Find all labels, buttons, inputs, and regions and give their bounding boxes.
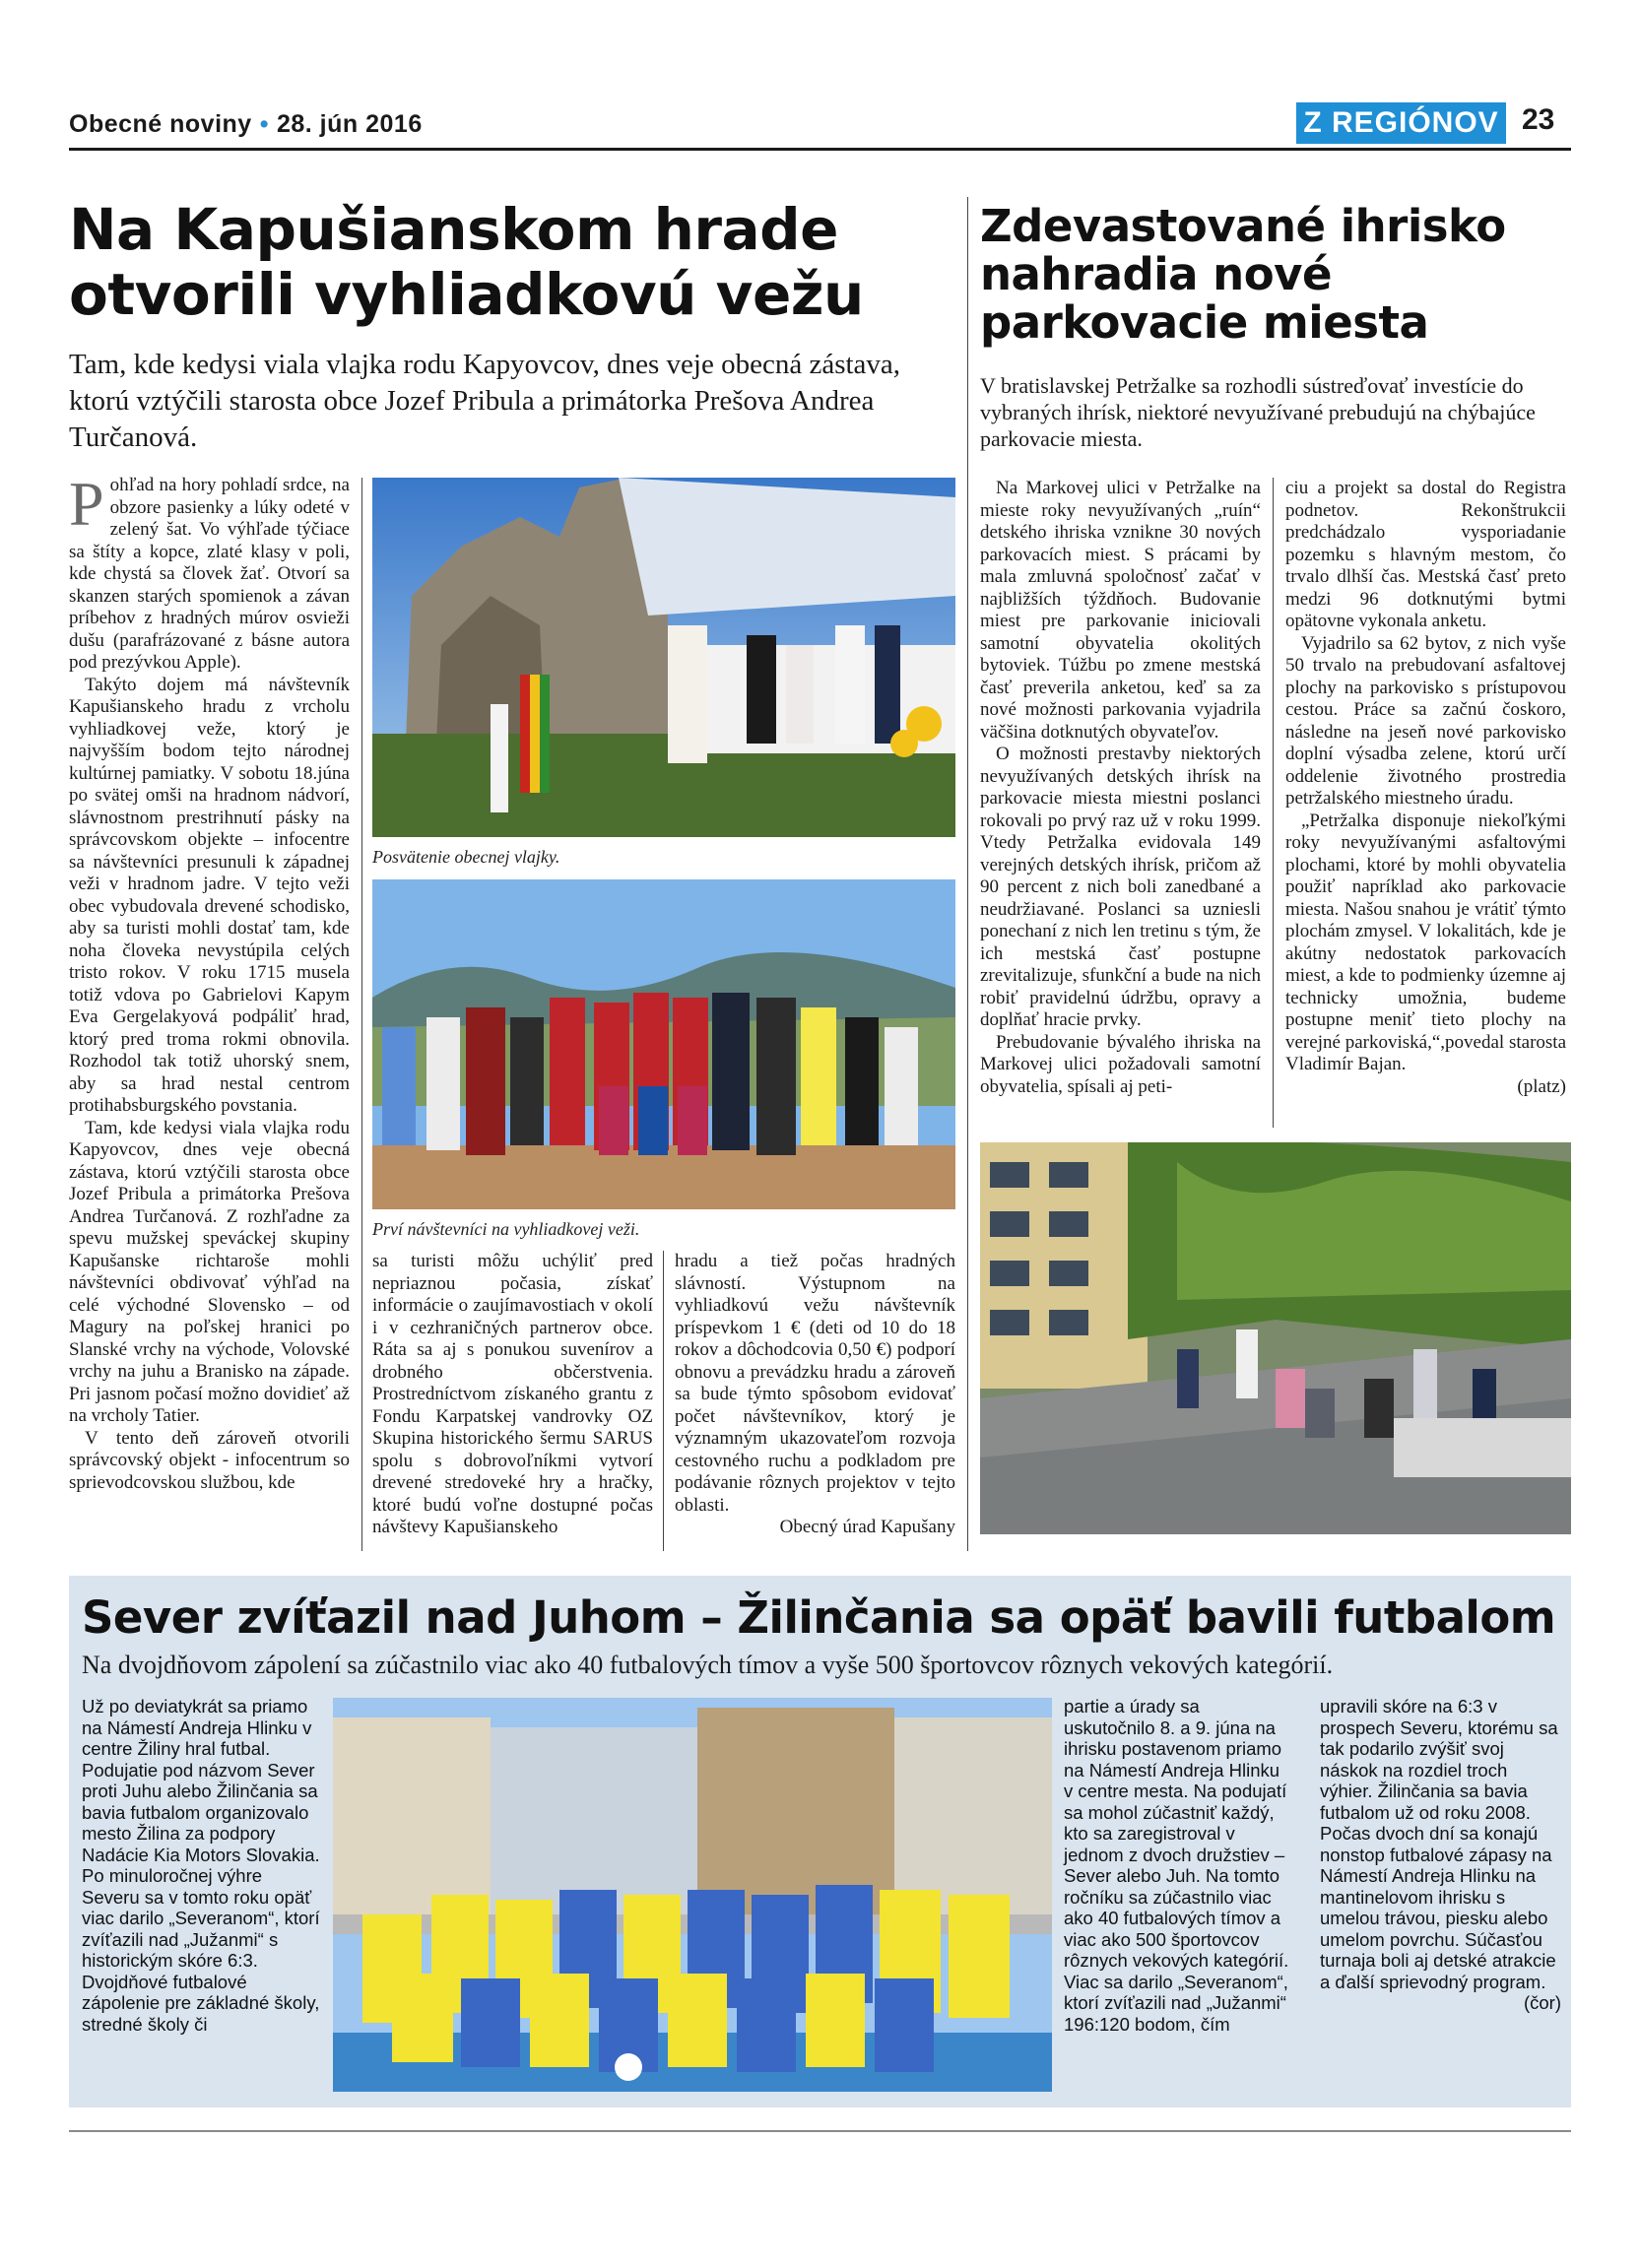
article1-column-2 [372,1251,653,1539]
photo-playground [980,1142,1571,1534]
footer-rule [69,2130,1571,2132]
article1-column-3 [675,1251,955,1539]
separator-dot: • [259,110,269,138]
article2-signature: (platz) [1517,1075,1566,1097]
column-divider [1273,478,1274,1128]
article1-para-1-text: ohľad na hory pohladí srdce, na obzore pasienky a lúky odeté v zelený šat. Vo výhľade týčiace sa štíty a kopce, zlaté klasy v poli, kde chystá sa človek žať. Otvorí sa skanzen starých spomienok a závan príbehov z hradných múrov osvieži dušu (parafrázované z básne autora pod prezývkou Apple). [69,475,350,673]
article1-column-1 [69,469,350,1494]
photo-football-teams-image [333,1698,1052,2092]
section-tag: Z REGIÓNOV [1296,102,1506,144]
article1-para-4: V tento deň zároveň otvorili správcovský objekt - infocentrum so sprievodcovskou službou, kde [69,1427,350,1493]
article1-headline-line2: otvorili vyhliadkovú vežu [69,261,864,328]
article2-headline-line3: parkovacie miesta [980,296,1429,349]
photo-football-teams [333,1698,1052,2092]
caption-photo-1: Posvätenie obecnej vlajky. [372,847,560,867]
column-divider [663,1251,664,1551]
article1-para-1 [69,469,350,675]
article3-col3-text: upravili skóre na 6:3 v prospech Severu, ktorému sa tak podarilo zvýšiť svoj náskok na rozdiel troch výhier. Žilinčania sa bavia futbalom už od roku 2008. Počas dvoch dní sa konajú nonstop futbalové zápasy na Námestí Andreja Hlinku na mantinelovom ihrisku s umelou trávou, piesku alebo umelom povrchu. Súčasťou turnaja boli aj detské atrakcie a ďalší sprievodný program. [1320,1696,1558,1992]
photo-first-visitors-image [372,879,955,1209]
page-number: 23 [1522,103,1555,136]
header-rule [69,148,1571,151]
article3-column-3 [1320,1696,1561,2014]
article2-para-5: Vyjadrilo sa 62 bytov, z nich vyše 50 trvalo na prebudovaní asfaltovej plochy na parkovisko s prístupovou cestou. Práce sa začnú čoskoro, následne na jeseň nové parkovisko doplní výsadba zelene, ktorú určí oddelenie životného prostredia petržalského miestneho úradu. [1285,632,1566,809]
photo-flag-blessing-image [372,478,955,837]
article3-lead: Na dvojdňovom zápolení sa zúčastnilo viac ako 40 futbalových tímov a vyše 500 športovcov rôznych vekových kategórií. [82,1651,1334,1679]
article2-headline-line2: nahradia nové [980,248,1332,300]
article3-col1-text: Už po deviatykrát sa priamo na Námestí Andreja Hlinku v centre Žiliny hral futbal. Podujatie pod názvom Sever proti Juhu alebo Žilinčania sa bavia futbalom organizovalo mesto Žilina za podpory Nadácie Kia Motors Slovakia. Po minuloročnej výhre Severu sa v tomto roku opäť viac darilo „Severanom“, ktorí zvíťazili nad „Južanmi“ s historickým skóre 6:3. Dvojdňové futbalové zápolenie pre základné školy, stredné školy či [82,1696,320,2035]
article2-column-1 [980,478,1261,1098]
article2-lead: V bratislavskej Petržalke sa rozhodli sústreďovať investície do vybraných ihrísk, niektoré nevyužívané prebudujú na chýbajúce parkovacie miesta. [980,373,1536,451]
article2-para-4: ciu a projekt sa dostal do Registra podnetov. Rekonštrukcii predchádzalo vysporiadanie pozemku s hlavným mestom, čo trvalo dlhší čas. Mestská časť preto medzi 96 dotknutými bytmi opätovne vykonala anketu. [1285,478,1566,631]
paper-name: Obecné noviny [69,110,252,138]
article3-column-2 [1064,1696,1290,2035]
article2-headline-line1: Zdevastované ihrisko [980,200,1506,252]
article2-column-2 [1285,478,1566,1098]
article2-headline [980,202,1571,347]
article1-headline-line1: Na Kapušianskom hrade [69,196,838,263]
issue-date: 28. jún 2016 [276,110,423,138]
article1-para-2: Takýto dojem má návštevník Kapušianskeho hradu z vrcholu vyhliadkovej veže, ktorý je najvyšším bodom tejto národnej kultúrnej pamiatky. V sobotu 18.júna po svätej omši na hradnom nádvorí, slávnostnom prestrihnutí pásky na správcovskom objekte – infocentre sa návštevníci presunuli k západnej veži v hradnom jadre. V tejto veži obec vybudovala drevené schodisko, aby sa turisti mohli dostať tam, kde noha človeka nevystúpila celých tristo rokov. V roku 1715 musela totiž vdova po Gabrielovi Kapym Eva Gergelakyová podpáliť hrad, ktorý pred troma rokmi obnovila. Rozhodol tak totiž uhorský snem, aby sa hrad nestal centrom protihabsburgského povstania. [69,674,350,1116]
article2-para-6: „Petržalka disponuje niekoľkými roky nevyužívanými asfaltovými plochami, ktoré by mohli obyvatelia použiť napríklad ako parkovacie miesta. Našou snahou je vrátiť týmto plochám zmysel. V lokalitách, kde je akútny nedostatok parkovacích miest, a kde to podmienky územne aj technicky umožnia, budeme postupne meniť tieto plochy na verejné parkoviská,“,povedal starosta Vladimír Bajan. [1285,810,1566,1074]
article1-para-3: Tam, kde kedysi viala vlajka rodu Kapyovcov, dnes veje obecná zástava, ktorú vztýčili starosta obce Jozef Pribula a primátorka Prešova Andrea Turčanová. Z rozhľadne za spevu mužskej speváckej skupiny Kapušanske richtaroše mohli návštevníci obdivovať výhľad na celé východné Slovensko – od Magury na poľskej hranici po Slanské vrchy na východe, Volovské vrchy na juhu a Branisko na západe. Pri jasnom počasí možno dovidieť až na vrcholy Tatier. [69,1117,350,1426]
article-divider [967,197,968,1551]
article3-headline: Sever zvíťazil nad Juhom – Žilinčania sa opäť bavili futbalom [82,1591,1556,1644]
article2-para-2: O možnosti prestavby niektorých nevyužívaných detských ihrísk na parkovacie miesta miestni poslanci rokovali po prvý raz už v roku 1999. Vtedy Petržalka evidovala 149 verejných detských ihrísk, pričom až 90 percent z nich boli zanedbané a neudržiavané. Poslanci sa uzniesli ponechaní z nich len tretinu s tým, že ich mestská časť postupne zrevitalizuje, sfunkční a bude na nich robiť pravidelnú údržbu, opravy a doplňať hracie prvky. [980,744,1261,1030]
article2-para-1: Na Markovej ulici v Petržalke na mieste roky nevyužívaných „ruín“ detského ihriska vznikne 30 nových parkovacích miest. S prácami by mala zmluvná spoločnosť začať v najbližších týždňoch. Budovanie miest pre parkovanie iniciovali samotní obyvatelia okolitých bytoviek. Túžbu po zmene mestská časť preverila anketou, keď sa za nové možnosti parkovania vyjadrila väčšina dotknutých obyvateľov. [980,478,1261,743]
article1-lead: Tam, kde kedysi viala vlajka rodu Kapyovcov, dnes veje obecná zástava, ktorú vztýčili starosta obce Jozef Pribula a primátorka Prešova Andrea Turčanová. [69,349,901,453]
article3-col2-text: partie a úrady sa uskutočnilo 8. a 9. júna na ihrisku postavenom priamo na Námestí Andreja Hlinku v centre mesta. Na podujatí sa mohol zúčastniť každý, kto sa zaregistroval v jednom z dvoch družstiev – Sever alebo Juh. Na tomto ročníku sa zúčastnilo viac ako 40 futbalových tímov a viac ako 500 športovcov rôznych vekových kategórií. Viac sa darilo „Severanom“, ktorí zvíťazili nad „Južanmi“ 196:120 bodom, čím [1064,1696,1289,2035]
photo-playground-image [980,1142,1571,1534]
photo-first-visitors [372,879,955,1209]
column-divider [361,478,362,1551]
photo-flag-blessing [372,478,955,837]
article3-signature: (čor) [1523,1992,1561,2013]
article1-headline [69,197,955,327]
caption-photo-2: Prví návštevníci na vyhliadkovej veži. [372,1219,640,1239]
article2-para-3: Prebudovanie bývalého ihriska na Markovej ulici požadovali samotní obyvatelia, spísali aj peti- [980,1031,1261,1097]
article1-col3-text: hradu a tiež počas hradných slávností. Výstupnom na vyhliadkovú vežu návštevník príspevkom 1 € (deti od 10 do 18 rokov a dôchodcovia 0,50 €) podporí obnovu a prevádzku hradu a zároveň sa bude týmto spôsobom evidovať počet návštevníkov, ktorý je významným ukazovateľom rozvoja cestovného ruchu a podkladom pre podávanie rôznych projektov v tejto oblasti. [675,1251,955,1516]
article3-column-1 [82,1696,323,2035]
article1-col2-text: sa turisti môžu uchýliť pred nepriaznou počasia, získať informácie o zaujímavostiach v okolí i v cezhraničných partnerov obce. Ráta sa aj s ponukou suvenírov a drobného občerstvenia. Prostredníctvom získaného grantu z Fondu Karpatskej vandrovky OZ Skupina historického šermu SARUS spolu s dobrovoľníkmi vytvorí drevené stredoveké hry a hračky, ktoré budú voľne dostupné počas návštevy Kapušianskeho [372,1251,653,1537]
article1-signature: Obecný úrad Kapušany [779,1517,955,1537]
masthead [69,110,423,139]
dropcap: P [69,469,104,539]
